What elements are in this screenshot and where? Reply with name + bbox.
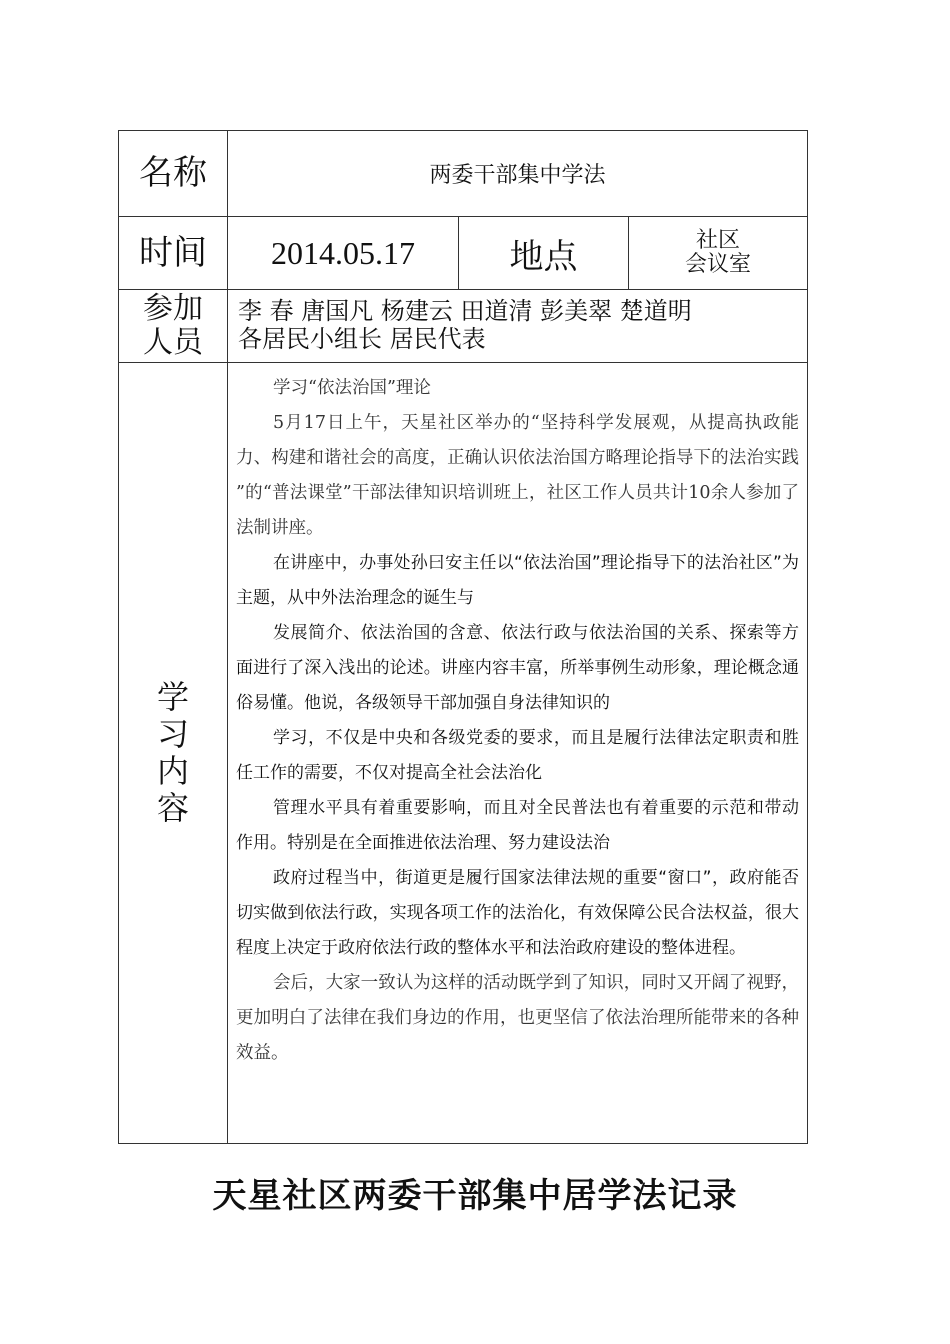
place-value-line1: 社区 <box>696 227 741 253</box>
name-value: 两委干部集中学法 <box>228 131 808 217</box>
time-label: 时间 <box>119 217 228 290</box>
time-place-row <box>119 217 808 290</box>
content-body <box>228 363 808 1144</box>
content-paragraph: 会后，大家一致认为这样的活动既学到了知识，同时又开阔了视野，更加明白了法律在我们身边的作用，也更坚信了依法治理所能带来的各种效益。 <box>236 973 800 1063</box>
place-value-line2: 会议室 <box>685 252 752 277</box>
content-paragraph: 发展简介、依法治国的含意、依法行政与依法治国的关系、探索等方面进行了深入浅出的论述。讲座内容丰富，所举事例生动形象，理论概念通俗易懂。他说，各级领导干部加强自身法律知识的 <box>236 623 800 713</box>
study-record-table <box>118 130 808 1144</box>
content-heading: 学习“依法治国”理论 <box>273 378 431 398</box>
attendees-value <box>228 290 808 363</box>
content-paragraph: 5月17日上午，天星社区举办的“坚持科学发展观，从提高执政能力、构建和谐社会的高度，正确认识依法治国方略理论指导下的法治实践 ”的“普法课堂”干部法律知识培训班上，社区工作人员共计10余人参加了法制讲座。 <box>236 413 800 538</box>
content-paragraph: 管理水平具有着重要影响，而且对全民普法也有着重要的示范和带动作用。特别是在全面推进依法治理、努力建设法治 <box>236 798 800 853</box>
content-row <box>119 363 808 1144</box>
place-label: 地点 <box>459 217 629 290</box>
attendees-line2: 各居民小组长 居民代表 <box>238 325 486 353</box>
content-paragraph: 在讲座中，办事处孙曰安主任以“依法治国”理论指导下的法治社区”为主题，从中外法治理念的诞生与 <box>236 553 800 608</box>
content-paragraph: 政府过程当中，街道更是履行国家法律法规的重要“窗口”，政府能否切实做到依法行政，实现各项工作的法治化，有效保障公民合法权益，很大程度上决定于政府依法行政的整体水平和法治政府建设的整体进程。 <box>236 868 800 958</box>
attendees-row <box>119 290 808 363</box>
content-label-char: 内 <box>156 752 189 790</box>
document-title: 天星社区两委干部集中居学法记录 <box>212 1176 738 1216</box>
attendees-label-line1: 参加 <box>143 291 203 327</box>
content-label <box>119 363 228 1144</box>
content-paragraph: 学习，不仅是中央和各级党委的要求，而且是履行法律法定职责和胜任工作的需要，不仅对提高全社会法治化 <box>236 728 800 783</box>
name-label: 名称 <box>119 131 228 217</box>
content-label-char: 习 <box>156 715 189 754</box>
place-value <box>629 217 808 290</box>
attendees-label <box>119 290 228 363</box>
time-value: 2014.05.17 <box>228 217 459 290</box>
content-label-char: 学 <box>156 678 189 717</box>
content-label-char: 容 <box>156 788 189 827</box>
name-row <box>119 131 808 217</box>
attendees-line1: 李 春 唐国凡 杨建云 田道清 彭美翠 楚道明 <box>238 297 692 326</box>
attendees-label-line2: 人员 <box>143 325 203 360</box>
